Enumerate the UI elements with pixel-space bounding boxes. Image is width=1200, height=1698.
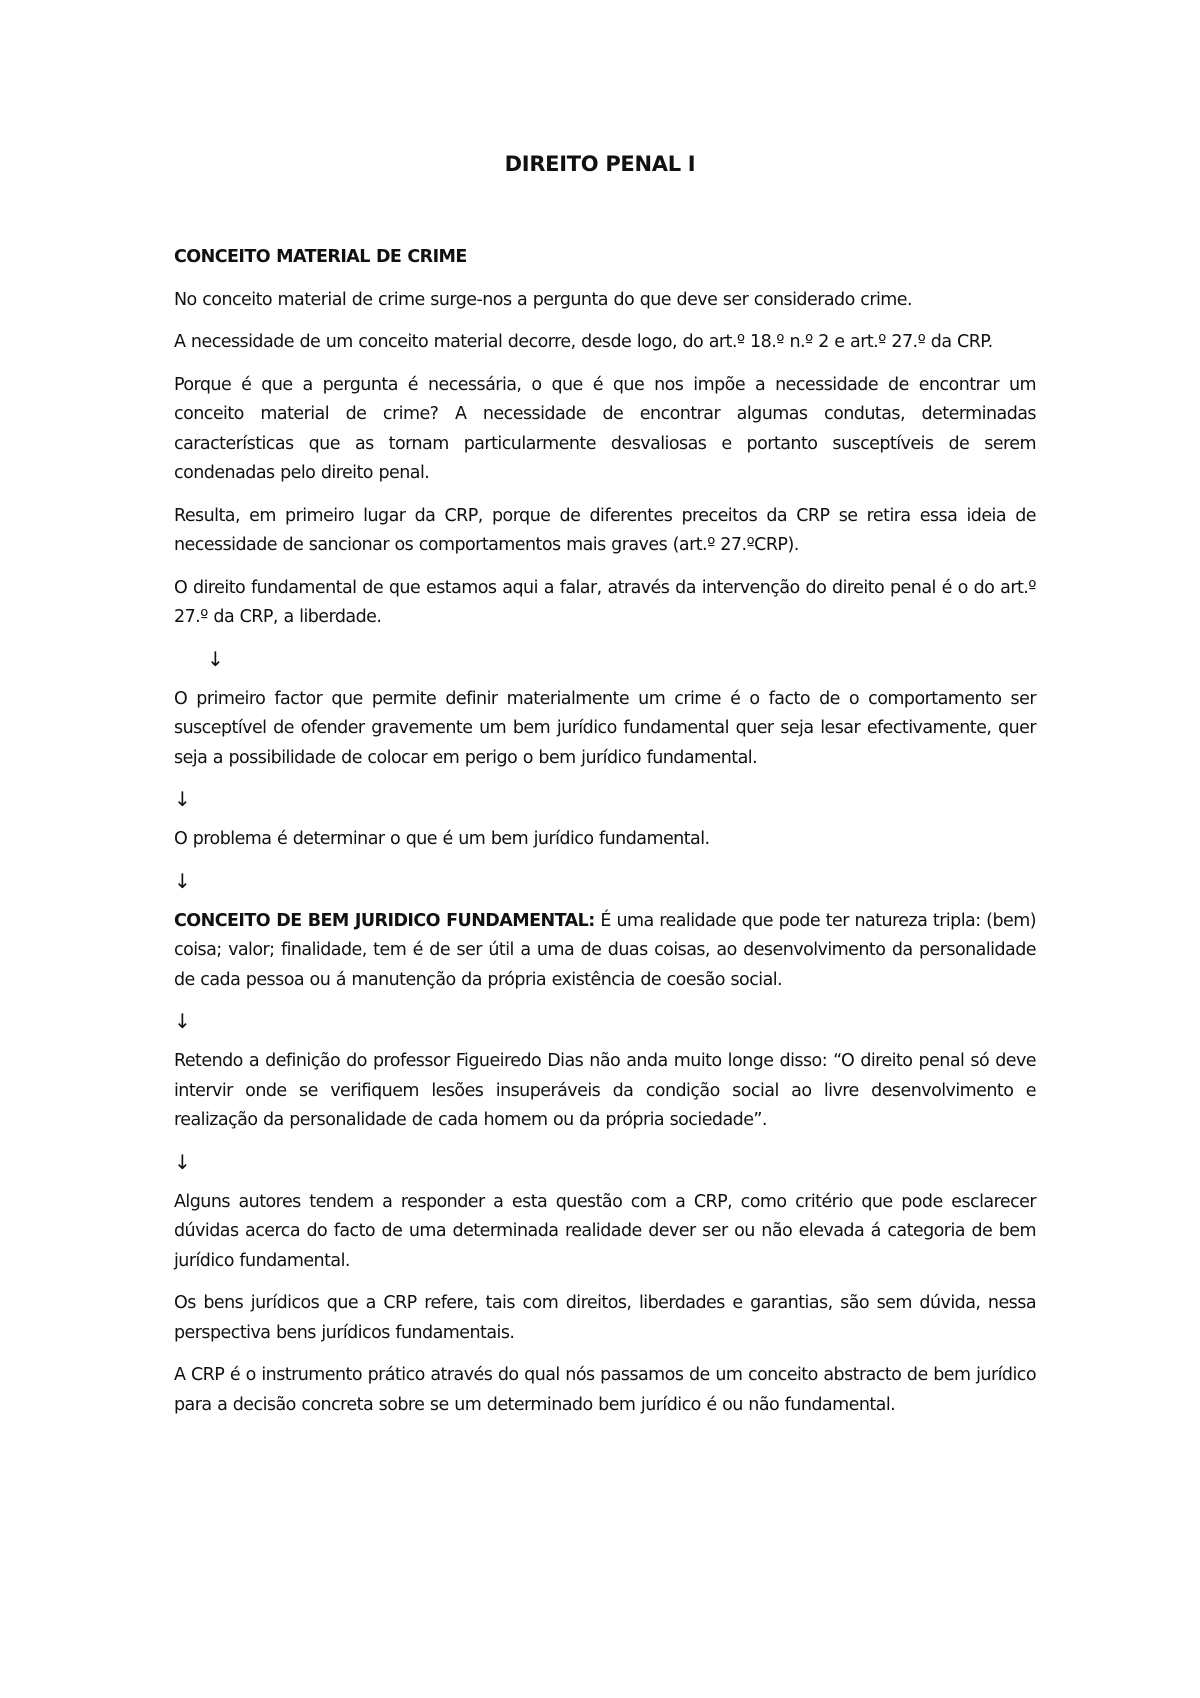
down-arrow-icon: ↓ (174, 868, 191, 893)
document-body (174, 243, 1036, 1433)
paragraph-12: A CRP é o instrumento prático através do qual nós passamos de um conceito abstracto de bem jurídico para a decisão concreta sobre se um determinado bem jurídico é ou não fundamental. (174, 1365, 1036, 1415)
bem-juridico-heading: CONCEITO DE BEM JURIDICO FUNDAMENTAL: (174, 910, 595, 931)
paragraph-8 (174, 907, 1036, 996)
paragraph-9: Retendo a definição do professor Figueiredo Dias não anda muito longe disso: “O direito penal só deve intervir onde se verifiquem lesões insuperáveis da condição social ao livre desenvolvimento e realização da personalidade de cada homem ou da própria sociedade”. (174, 1051, 1036, 1130)
paragraph-5: O direito fundamental de que estamos aqui a falar, através da intervenção do direito penal é o do art.º 27.º da CRP, a liberdade. (174, 577, 1036, 627)
paragraph-11: Os bens jurídicos que a CRP refere, tais com direitos, liberdades e garantias, são sem dúvida, nessa perspectiva bens jurídicos fundamentais. (174, 1293, 1036, 1343)
paragraph-4: Resulta, em primeiro lugar da CRP, porque de diferentes preceitos da CRP se retira essa ideia de necessidade de sancionar os comportamentos mais graves (art.º 27.ºCRP). (174, 505, 1036, 555)
paragraph-6: O primeiro factor que permite definir materialmente um crime é o facto de o comportamento ser susceptível de ofender gravemente um bem jurídico fundamental quer seja lesar efectivamente, quer seja a possibilidade de colocar em perigo o bem jurídico fundamental. (174, 688, 1036, 768)
down-arrow-icon: ↓ (174, 787, 191, 811)
down-arrow-icon: ↓ (207, 646, 224, 671)
down-arrow-icon: ↓ (174, 1149, 191, 1174)
paragraph-7: O problema é determinar o que é um bem jurídico fundamental. (174, 829, 710, 849)
paragraph-3: Porque é que a pergunta é necessária, o que é que nos impõe a necessidade de encontrar um conceito material de crime? A necessidade de encontrar algumas condutas, determinadas características que as tornam particularmente desvaliosas e portanto susceptíveis de serem condenadas pelo direito penal. (174, 374, 1036, 483)
paragraph-2: A necessidade de um conceito material decorre, desde logo, do art.º 18.º n.º 2 e art.º 27.º da CRP. (174, 332, 993, 352)
bem-juridico-definition: É uma realidade que pode ter natureza tripla: (bem) coisa; valor; finalidade, tem é de ser útil a uma de duas coisas, ao desenvolvimento da personalidade de cada pessoa ou á manutenção da própria existência de coesão social. (174, 910, 1036, 990)
down-arrow-icon: ↓ (174, 1009, 191, 1033)
document-title: DIREITO PENAL I (504, 152, 696, 176)
paragraph-10: Alguns autores tendem a responder a esta questão com a CRP, como critério que pode esclarecer dúvidas acerca do facto de uma determinada realidade dever ser ou não elevada á categoria de bem jurídico fundamental. (174, 1191, 1036, 1271)
paragraph-1: No conceito material de crime surge-nos a pergunta do que deve ser considerado crime. (174, 289, 912, 310)
section-heading: CONCEITO MATERIAL DE CRIME (174, 247, 467, 267)
